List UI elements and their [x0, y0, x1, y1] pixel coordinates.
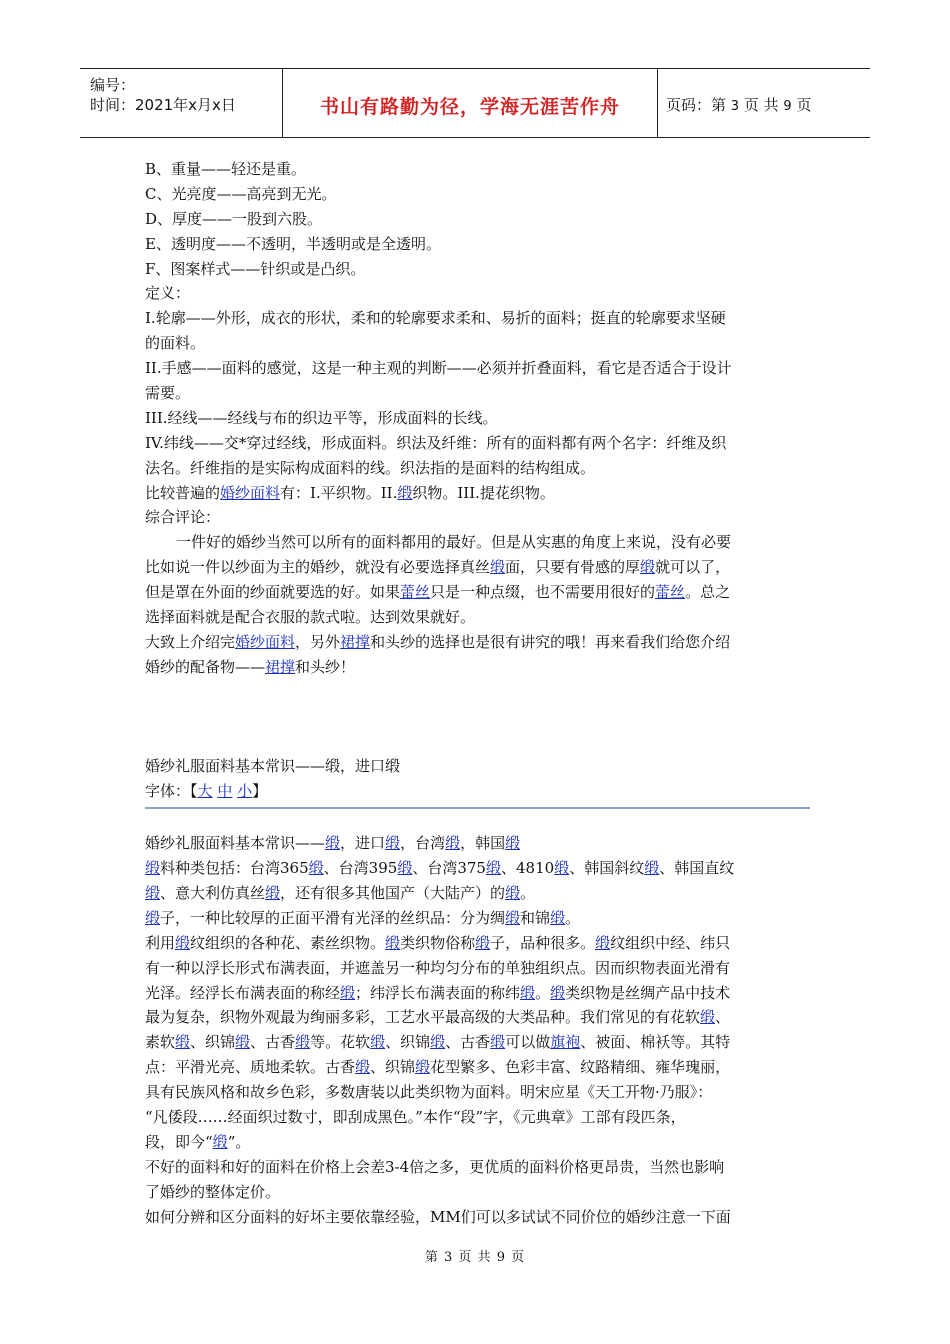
- keyword-link[interactable]: 缎: [145, 883, 161, 902]
- header-motto: 书山有路勤为径，学海无涯苦作舟: [319, 96, 620, 118]
- keyword-link[interactable]: 缎: [430, 1033, 446, 1052]
- text-run: 类织物俗称: [400, 933, 476, 952]
- keyword-link[interactable]: 缎: [370, 1033, 386, 1052]
- text-run: ，进口: [340, 834, 386, 853]
- keyword-link[interactable]: 中: [217, 782, 233, 801]
- keyword-link[interactable]: 缎: [485, 859, 501, 878]
- text-line: [145, 1205, 810, 1230]
- text-run: 婚纱礼服面料基本常识——: [145, 834, 326, 853]
- document-time-label: 时间：2021年x月x日: [90, 96, 236, 114]
- text-line: [145, 1130, 810, 1155]
- text-line: [145, 956, 810, 981]
- keyword-link[interactable]: 缎: [340, 983, 356, 1002]
- text-line: [145, 1155, 810, 1180]
- text-line: [145, 406, 810, 431]
- keyword-link[interactable]: 缎: [397, 483, 413, 502]
- text-run: 。总之: [685, 583, 731, 602]
- keyword-link[interactable]: 缎: [175, 933, 191, 952]
- document-number-label: 编号：: [90, 76, 136, 94]
- text-run: 段，即今“: [145, 1132, 213, 1151]
- text-run: ，另外: [295, 632, 341, 651]
- text-line: [145, 906, 810, 931]
- text-run: 】: [252, 782, 268, 801]
- text-line: [145, 605, 810, 630]
- text-run: 可以做: [505, 1033, 551, 1052]
- text-run: 子，一种比较厚的正面平滑有光泽的丝织品：分为绸: [160, 908, 506, 927]
- keyword-link[interactable]: 缎: [550, 983, 566, 1002]
- document-body: [145, 157, 810, 1229]
- text-run: 、织锦: [190, 1033, 236, 1052]
- text-run: 不好的面料和好的面料在价格上会差3-4倍之多，更优质的面料价格更昂贵，当然也影响: [145, 1157, 725, 1176]
- keyword-link[interactable]: 蕾丝: [655, 583, 686, 602]
- text-line: [145, 207, 810, 232]
- text-run: E、透明度——不透明，半透明或是全透明。: [145, 234, 441, 253]
- text-run: 的面料。: [145, 334, 206, 353]
- text-line: [145, 831, 810, 856]
- keyword-link[interactable]: 缎: [520, 983, 536, 1002]
- text-run: 只是一种点缀，也不需要用很好的: [430, 583, 656, 602]
- text-run: 选择面料就是配合衣服的款式啦。达到效果就好。: [145, 608, 476, 627]
- keyword-link[interactable]: 缎: [325, 834, 341, 853]
- text-run: 大致上介绍完: [145, 632, 236, 651]
- text-run: 和头纱！: [295, 657, 356, 676]
- text-run: 纹组织中经、纬只: [610, 933, 731, 952]
- text-line: [145, 1180, 810, 1205]
- text-line: [145, 1055, 810, 1080]
- text-run: 但是罩在外面的纱面就要选的好。如果: [145, 583, 401, 602]
- keyword-link[interactable]: 缎: [145, 859, 161, 878]
- text-run: 利用: [145, 933, 176, 952]
- text-run: 和头纱的选择也是很有讲究的哦！再来看我们给您介绍: [370, 632, 731, 651]
- text-run: II.手感——面料的感觉，这是一种主观的判断——必须并折叠面料，看它是否适合于设计: [145, 359, 732, 378]
- keyword-link[interactable]: 缎: [505, 908, 521, 927]
- text-run: 。: [535, 983, 551, 1002]
- keyword-link[interactable]: 缎: [212, 1132, 228, 1151]
- section-divider: [145, 807, 810, 809]
- text-run: 点：平滑光亮、质地柔软。古香: [145, 1058, 356, 1077]
- text-line: [145, 580, 810, 605]
- text-line: [145, 754, 810, 779]
- text-run: 需要。: [145, 384, 191, 403]
- text-run: 婚纱礼服面料基本常识——缎，进口缎: [145, 757, 401, 776]
- keyword-link[interactable]: 缎: [397, 859, 413, 878]
- keyword-link[interactable]: 大: [197, 782, 213, 801]
- text-run: 、台湾375: [412, 859, 486, 878]
- text-run: III.经线——经线与布的织边平等，形成面料的长线。: [145, 408, 498, 427]
- keyword-link[interactable]: 缎: [490, 1033, 506, 1052]
- text-run: 、织锦: [370, 1058, 416, 1077]
- text-run: 织物。III.提花织物。: [412, 483, 555, 502]
- text-run: C、光亮度——高亮到无光。: [145, 184, 337, 203]
- text-run: ，韩国: [460, 834, 506, 853]
- text-run: 、: [715, 1008, 731, 1027]
- text-line: [145, 1005, 810, 1030]
- text-run: 具有民族风格和故乡色彩，多数唐装以此类织物为面料。明宋应星《天工开物·乃服》：: [145, 1083, 713, 1102]
- text-run: D、厚度——一股到六股。: [145, 209, 323, 228]
- keyword-link[interactable]: 缎: [505, 883, 521, 902]
- text-run: 如何分辨和区分面料的好坏主要依靠经验，MM们可以多试试不同价位的婚纱注意一下面: [145, 1207, 731, 1226]
- text-run: 有：I.平织物。II.: [280, 483, 398, 502]
- text-line: [145, 431, 810, 456]
- text-line: [145, 281, 810, 306]
- keyword-link[interactable]: 蕾丝: [400, 583, 431, 602]
- text-line: [145, 481, 810, 506]
- text-line: [145, 157, 810, 182]
- keyword-link[interactable]: 小: [237, 782, 253, 801]
- text-run: “凡倭段……经面织过数寸，即刮成黑色。”本作“段”字，《元典章》工部有段匹条，: [145, 1107, 686, 1126]
- text-line: [145, 630, 810, 655]
- text-line: [145, 555, 810, 580]
- text-run: 婚纱的配备物——: [145, 657, 266, 676]
- text-run: IV.纬线——交*穿过经线，形成面料。织法及纤维：所有的面料都有两个名字：纤维及织: [145, 433, 727, 452]
- text-line: [145, 1030, 810, 1055]
- keyword-link[interactable]: 缎: [235, 1033, 251, 1052]
- text-line: [145, 1105, 810, 1130]
- text-run: 类织物是丝绸产品中技术: [565, 983, 731, 1002]
- text-run: 综合评论：: [145, 508, 221, 527]
- text-line: [145, 331, 810, 356]
- text-run: ；纬浮长布满表面的称纬: [355, 983, 521, 1002]
- keyword-link[interactable]: 缎: [355, 1058, 371, 1077]
- header-info-cell: [80, 69, 283, 137]
- text-run: 子，品种很多。: [490, 933, 596, 952]
- text-line: [145, 931, 810, 956]
- text-line: [145, 856, 810, 881]
- keyword-link[interactable]: 缎: [308, 859, 324, 878]
- keyword-link[interactable]: 缎: [445, 834, 461, 853]
- keyword-link[interactable]: 缎: [640, 558, 656, 577]
- text-run: 就可以了，: [655, 558, 731, 577]
- text-run: 面，只要有骨感的厚: [505, 558, 641, 577]
- text-run: F、图案样式——针织或是凸织。: [145, 259, 366, 278]
- keyword-link[interactable]: 缎: [385, 834, 401, 853]
- text-run: I.轮廓——外形，成衣的形状，柔和的轮廓要求柔和、易折的面料；挺直的轮廓要求坚硬: [145, 309, 726, 328]
- text-run: 素软: [145, 1033, 176, 1052]
- text-run: 花型繁多、色彩丰富、纹路精细、雍华瑰丽，: [430, 1058, 731, 1077]
- header-page-cell: [658, 69, 870, 137]
- keyword-link[interactable]: 缎: [644, 859, 660, 878]
- text-line: [145, 505, 810, 530]
- text-run: 一件好的婚纱当然可以所有的面料都用的最好。但是从实惠的角度上来说，没有必要: [176, 533, 732, 552]
- text-run: 、4810: [500, 859, 555, 878]
- text-line: [145, 530, 810, 555]
- keyword-link[interactable]: 缎: [265, 883, 281, 902]
- blank-line: [145, 729, 810, 754]
- keyword-link[interactable]: 缎: [415, 1058, 431, 1077]
- header-motto-cell: [283, 69, 658, 137]
- keyword-link[interactable]: 缎: [595, 933, 611, 952]
- text-run: 、台湾395: [323, 859, 398, 878]
- keyword-link[interactable]: 缎: [145, 908, 161, 927]
- text-run: B、重量——轻还是重。: [145, 160, 307, 178]
- text-run: ”。: [227, 1132, 251, 1151]
- text-run: 、古香: [250, 1033, 296, 1052]
- text-run: 、古香: [445, 1033, 491, 1052]
- text-run: 有一种以浮长形式布满表面，并遮盖另一种均匀分布的单独组织点。因而织物表面光滑有: [145, 958, 731, 977]
- text-run: 料种类包括：台湾365: [160, 859, 309, 878]
- text-run: 。: [565, 908, 581, 927]
- keyword-link[interactable]: 缎: [550, 908, 566, 927]
- blank-line: [145, 680, 810, 705]
- text-run: 和锦: [520, 908, 551, 927]
- header-page-indicator: 页码：第 3 页 共 9 页: [666, 96, 812, 114]
- text-run: 、意大利仿真丝: [160, 883, 266, 902]
- keyword-link[interactable]: 缎: [295, 1033, 311, 1052]
- text-run: 定义：: [145, 284, 191, 303]
- page-header: [80, 68, 870, 138]
- text-line: [145, 456, 810, 481]
- text-line: [145, 981, 810, 1006]
- text-line: [145, 306, 810, 331]
- text-run: 最为复杂，织物外观最为绚丽多彩，工艺水平最高级的大类品种。我们常见的有花软: [145, 1008, 701, 1027]
- keyword-link[interactable]: 裙撑: [340, 632, 371, 651]
- text-run: 、织锦: [385, 1033, 431, 1052]
- text-line: [145, 232, 810, 257]
- text-line: [145, 779, 810, 804]
- text-run: ，台湾: [400, 834, 446, 853]
- keyword-link[interactable]: 旗袍: [550, 1033, 581, 1052]
- keyword-link[interactable]: 婚纱面料: [220, 483, 281, 502]
- text-run: 、韩国斜纹: [569, 859, 645, 878]
- keyword-link[interactable]: 裙撑: [265, 657, 296, 676]
- keyword-link[interactable]: 缎: [175, 1033, 191, 1052]
- text-run: 了婚纱的整体定价。: [145, 1182, 281, 1201]
- text-line: [145, 381, 810, 406]
- keyword-link[interactable]: 婚纱面料: [235, 632, 296, 651]
- text-run: 比如说一件以纱面为主的婚纱，就没有必要选择真丝: [145, 558, 491, 577]
- text-line: [145, 356, 810, 381]
- keyword-link[interactable]: 缎: [700, 1008, 716, 1027]
- text-run: 纹组织的各种花、素丝织物。: [190, 933, 386, 952]
- text-run: 等。花软: [310, 1033, 371, 1052]
- text-run: 比较普遍的: [145, 483, 221, 502]
- text-run: ，还有很多其他国产（大陆产）的: [280, 883, 506, 902]
- text-run: 法名。纤维指的是实际构成面料的线。织法指的是面料的结构组成。: [145, 458, 596, 477]
- text-line: [145, 1080, 810, 1105]
- text-line: [145, 257, 810, 282]
- page-footer: 第 3 页 共 9 页: [424, 1250, 526, 1265]
- keyword-link[interactable]: 缎: [505, 834, 521, 853]
- text-line: [145, 182, 810, 207]
- text-run: 、韩国直纹: [659, 859, 735, 878]
- keyword-link[interactable]: 缎: [385, 933, 401, 952]
- blank-line: [145, 705, 810, 730]
- keyword-link[interactable]: 缎: [554, 859, 570, 878]
- text-run: 、被面、棉袄等。其特: [580, 1033, 731, 1052]
- text-run: 。: [520, 883, 536, 902]
- text-line: [145, 881, 810, 906]
- keyword-link[interactable]: 缎: [490, 558, 506, 577]
- keyword-link[interactable]: 缎: [475, 933, 491, 952]
- text-run: 光泽。经浮长布满表面的称经: [145, 983, 341, 1002]
- text-line: [145, 655, 810, 680]
- text-run: 字体：【: [145, 782, 198, 801]
